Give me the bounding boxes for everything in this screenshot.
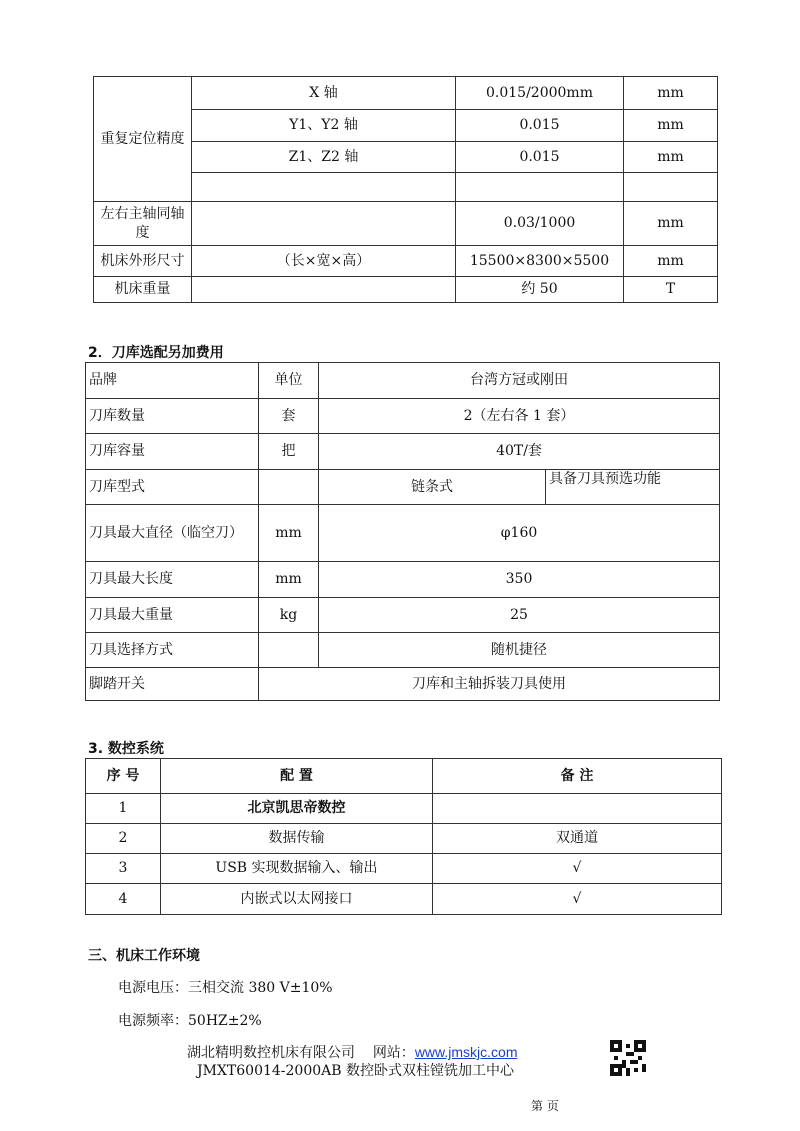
cell-value: φ160 [319,505,720,562]
cell-unit: mm [624,77,718,110]
cell-name: 刀具最大重量 [86,598,259,633]
cell-no: 1 [86,794,161,824]
cell-unit: mm [624,142,718,173]
cell-empty [259,633,319,668]
cell-value: 0.03/1000 [456,202,624,246]
table-row [94,77,718,110]
cell-value: 约 50 [456,277,624,303]
cell-name: 刀库数量 [86,399,259,434]
table-row [86,633,720,668]
cell-value: 350 [319,562,720,598]
header-cell: 备 注 [433,759,722,794]
header-cell: 配 置 [161,759,433,794]
company-name: 湖北精明数控机床有限公司 [187,1045,355,1061]
cell-name: 刀具最大长度 [86,562,259,598]
table-row [86,434,720,470]
cell-note: 具备刀具预选功能 [546,470,720,505]
table-row [86,505,720,562]
cell-note: √ [433,854,722,884]
table-row [86,668,720,701]
cell-value: 随机捷径 [319,633,720,668]
cell-empty [192,277,456,303]
cell-value: 40T/套 [319,434,720,470]
cell-no: 2 [86,824,161,854]
section-title: 2．刀库选配另加费用 [88,345,224,361]
table-row [86,399,720,434]
cell-value: 刀库和主轴拆装刀具使用 [259,668,720,701]
table-row [86,884,722,915]
cell-note: √ [433,884,722,915]
cell-note: 双通道 [433,824,722,854]
footer-company-line [187,1042,517,1062]
frequency-text: 电源频率：50HZ±2% [118,1013,262,1029]
section-title: 三、机床工作环境 [88,948,200,964]
table-row [86,562,720,598]
cell-unit: 套 [259,399,319,434]
table-row [86,794,722,824]
cell-unit: kg [259,598,319,633]
cell-config: 北京凯思帝数控 [161,794,433,824]
cell-value: 15500×8300×5500 [456,246,624,277]
table-row [86,598,720,633]
cell-unit: mm [624,110,718,142]
footer-model: JMXT60014-2000AB 数控卧式双柱镗铣加工中心 [197,1063,514,1079]
cell-no: 4 [86,884,161,915]
table-header-row [86,759,722,794]
cell-value: 25 [319,598,720,633]
cell-value: 链条式 [319,470,546,505]
cell-empty [624,173,718,202]
table-row [86,363,720,399]
website-link[interactable]: www.jmskjc.com [414,1044,518,1060]
cell-no: 3 [86,854,161,884]
header-cell: 序 号 [86,759,161,794]
cell-name: 刀具选择方式 [86,633,259,668]
cell-label: 机床重量 [94,277,192,303]
page-number: 第 页 [531,1099,559,1113]
cell-unit: mm [624,202,718,246]
cell-name: 品牌 [86,363,259,399]
table-row [86,854,722,884]
cell-unit: 把 [259,434,319,470]
cell-name: 刀库容量 [86,434,259,470]
cell-config: USB 实现数据输入、输出 [161,854,433,884]
cell-value: 台湾方冠或刚田 [319,363,720,399]
cell-unit: mm [259,562,319,598]
cell-empty [192,202,456,246]
cnc-system-table [85,758,722,915]
cell-empty [456,173,624,202]
cell-name: 脚踏开关 [86,668,259,701]
cell-config: 数据传输 [161,824,433,854]
cell-value: 0.015 [456,142,624,173]
cell-label: 重复定位精度 [94,77,192,202]
table-row [94,246,718,277]
cell-value: 0.015/2000mm [456,77,624,110]
cell-note [433,794,722,824]
cell-unit: 单位 [259,363,319,399]
section-title: 3. 数控系统 [88,741,164,757]
cell-name: 刀库型式 [86,470,259,505]
table-row [86,470,720,505]
cell-axis: X 轴 [192,77,456,110]
table-row [94,202,718,246]
cell-value: 2（左右各 1 套） [319,399,720,434]
table-row [94,277,718,303]
cell-label: 机床外形尺寸 [94,246,192,277]
cell-unit: mm [259,505,319,562]
cell-value: 0.015 [456,110,624,142]
voltage-text: 电源电压：三相交流 380 V±10% [118,980,333,996]
cell-unit: mm [624,246,718,277]
cell-name: 刀具最大直径（临空刀） [86,505,259,562]
site-label: 网站： [372,1045,415,1061]
cell-axis: Z1、Z2 轴 [192,142,456,173]
cell-axis: （长×宽×高） [192,246,456,277]
table-row [86,824,722,854]
qr-code-icon [610,1040,646,1076]
cell-axis: Y1、Y2 轴 [192,110,456,142]
cell-label: 左右主轴同轴度 [94,202,192,246]
spec-table [93,76,718,303]
cell-unit: T [624,277,718,303]
cell-empty [192,173,456,202]
cell-config: 内嵌式以太网接口 [161,884,433,915]
cell-empty [259,470,319,505]
tool-magazine-table [85,362,720,701]
